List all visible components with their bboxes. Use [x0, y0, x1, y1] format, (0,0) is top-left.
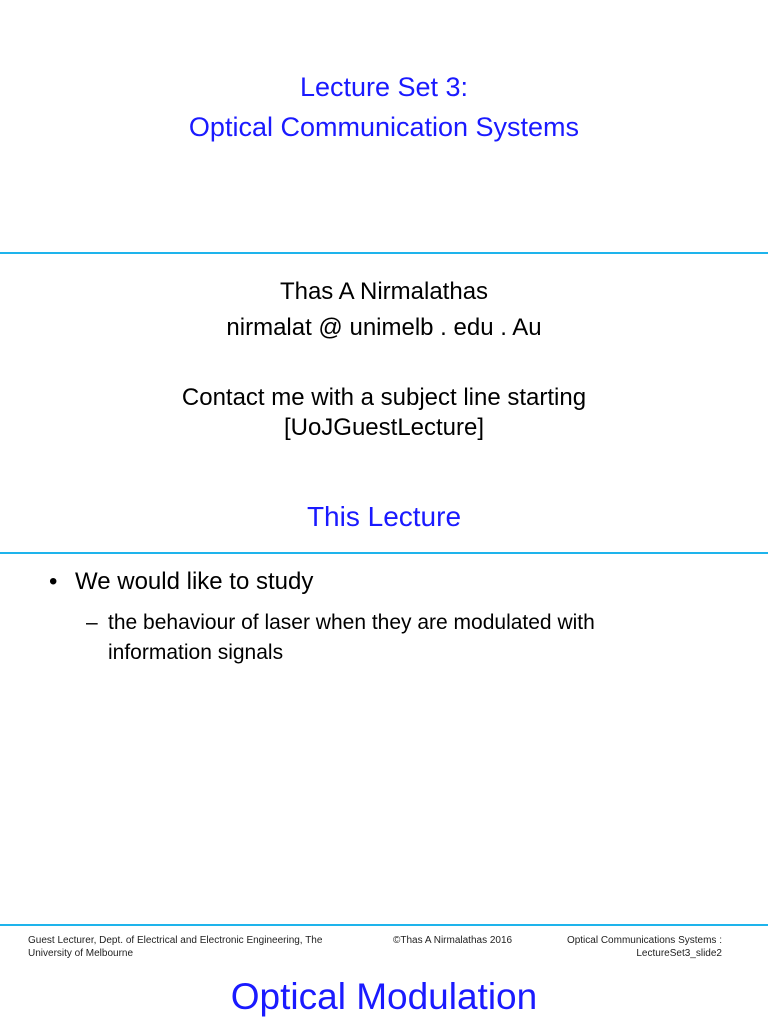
footer-course-name: Optical Communications Systems :: [566, 935, 722, 946]
author-name: Thas A Nirmalathas: [279, 278, 489, 305]
course-title: Optical Communication Systems: [188, 112, 580, 142]
lecture-set-title: Lecture Set 3:: [299, 72, 469, 102]
author-email: nirmalat @ unimelb . edu . Au: [226, 314, 542, 341]
title-divider: [0, 252, 768, 254]
footer-slide-id: [567, 934, 722, 960]
slide-heading-this-lecture: This Lecture: [306, 501, 462, 532]
sub-bullet-text-line2: information signals: [108, 641, 284, 664]
footer-slide-number: LectureSet3_slide2: [636, 948, 722, 959]
sub-bullet-marker: –: [86, 611, 98, 634]
footer-affiliation-line1: Guest Lecturer, Dept. of Electrical and Electronic Engineering, The: [28, 935, 323, 946]
slide-heading-optical-modulation: Optical Modulation: [230, 976, 538, 1017]
footer-divider: [0, 924, 768, 926]
subject-tag: [UoJGuestLecture]: [283, 414, 485, 441]
footer-affiliation-line2: University of Melbourne: [28, 948, 134, 959]
heading-divider: [0, 552, 768, 554]
bullet-marker: •: [49, 568, 58, 595]
footer-affiliation: [28, 934, 322, 960]
bullet-item: [49, 566, 313, 598]
footer-copyright: ©Thas A Nirmalathas 2016: [393, 935, 513, 946]
bullet-text: We would like to study: [75, 568, 314, 595]
sub-bullet-text-line1: the behaviour of laser when they are modulated with: [108, 611, 595, 634]
contact-instruction: Contact me with a subject line starting: [181, 384, 587, 411]
